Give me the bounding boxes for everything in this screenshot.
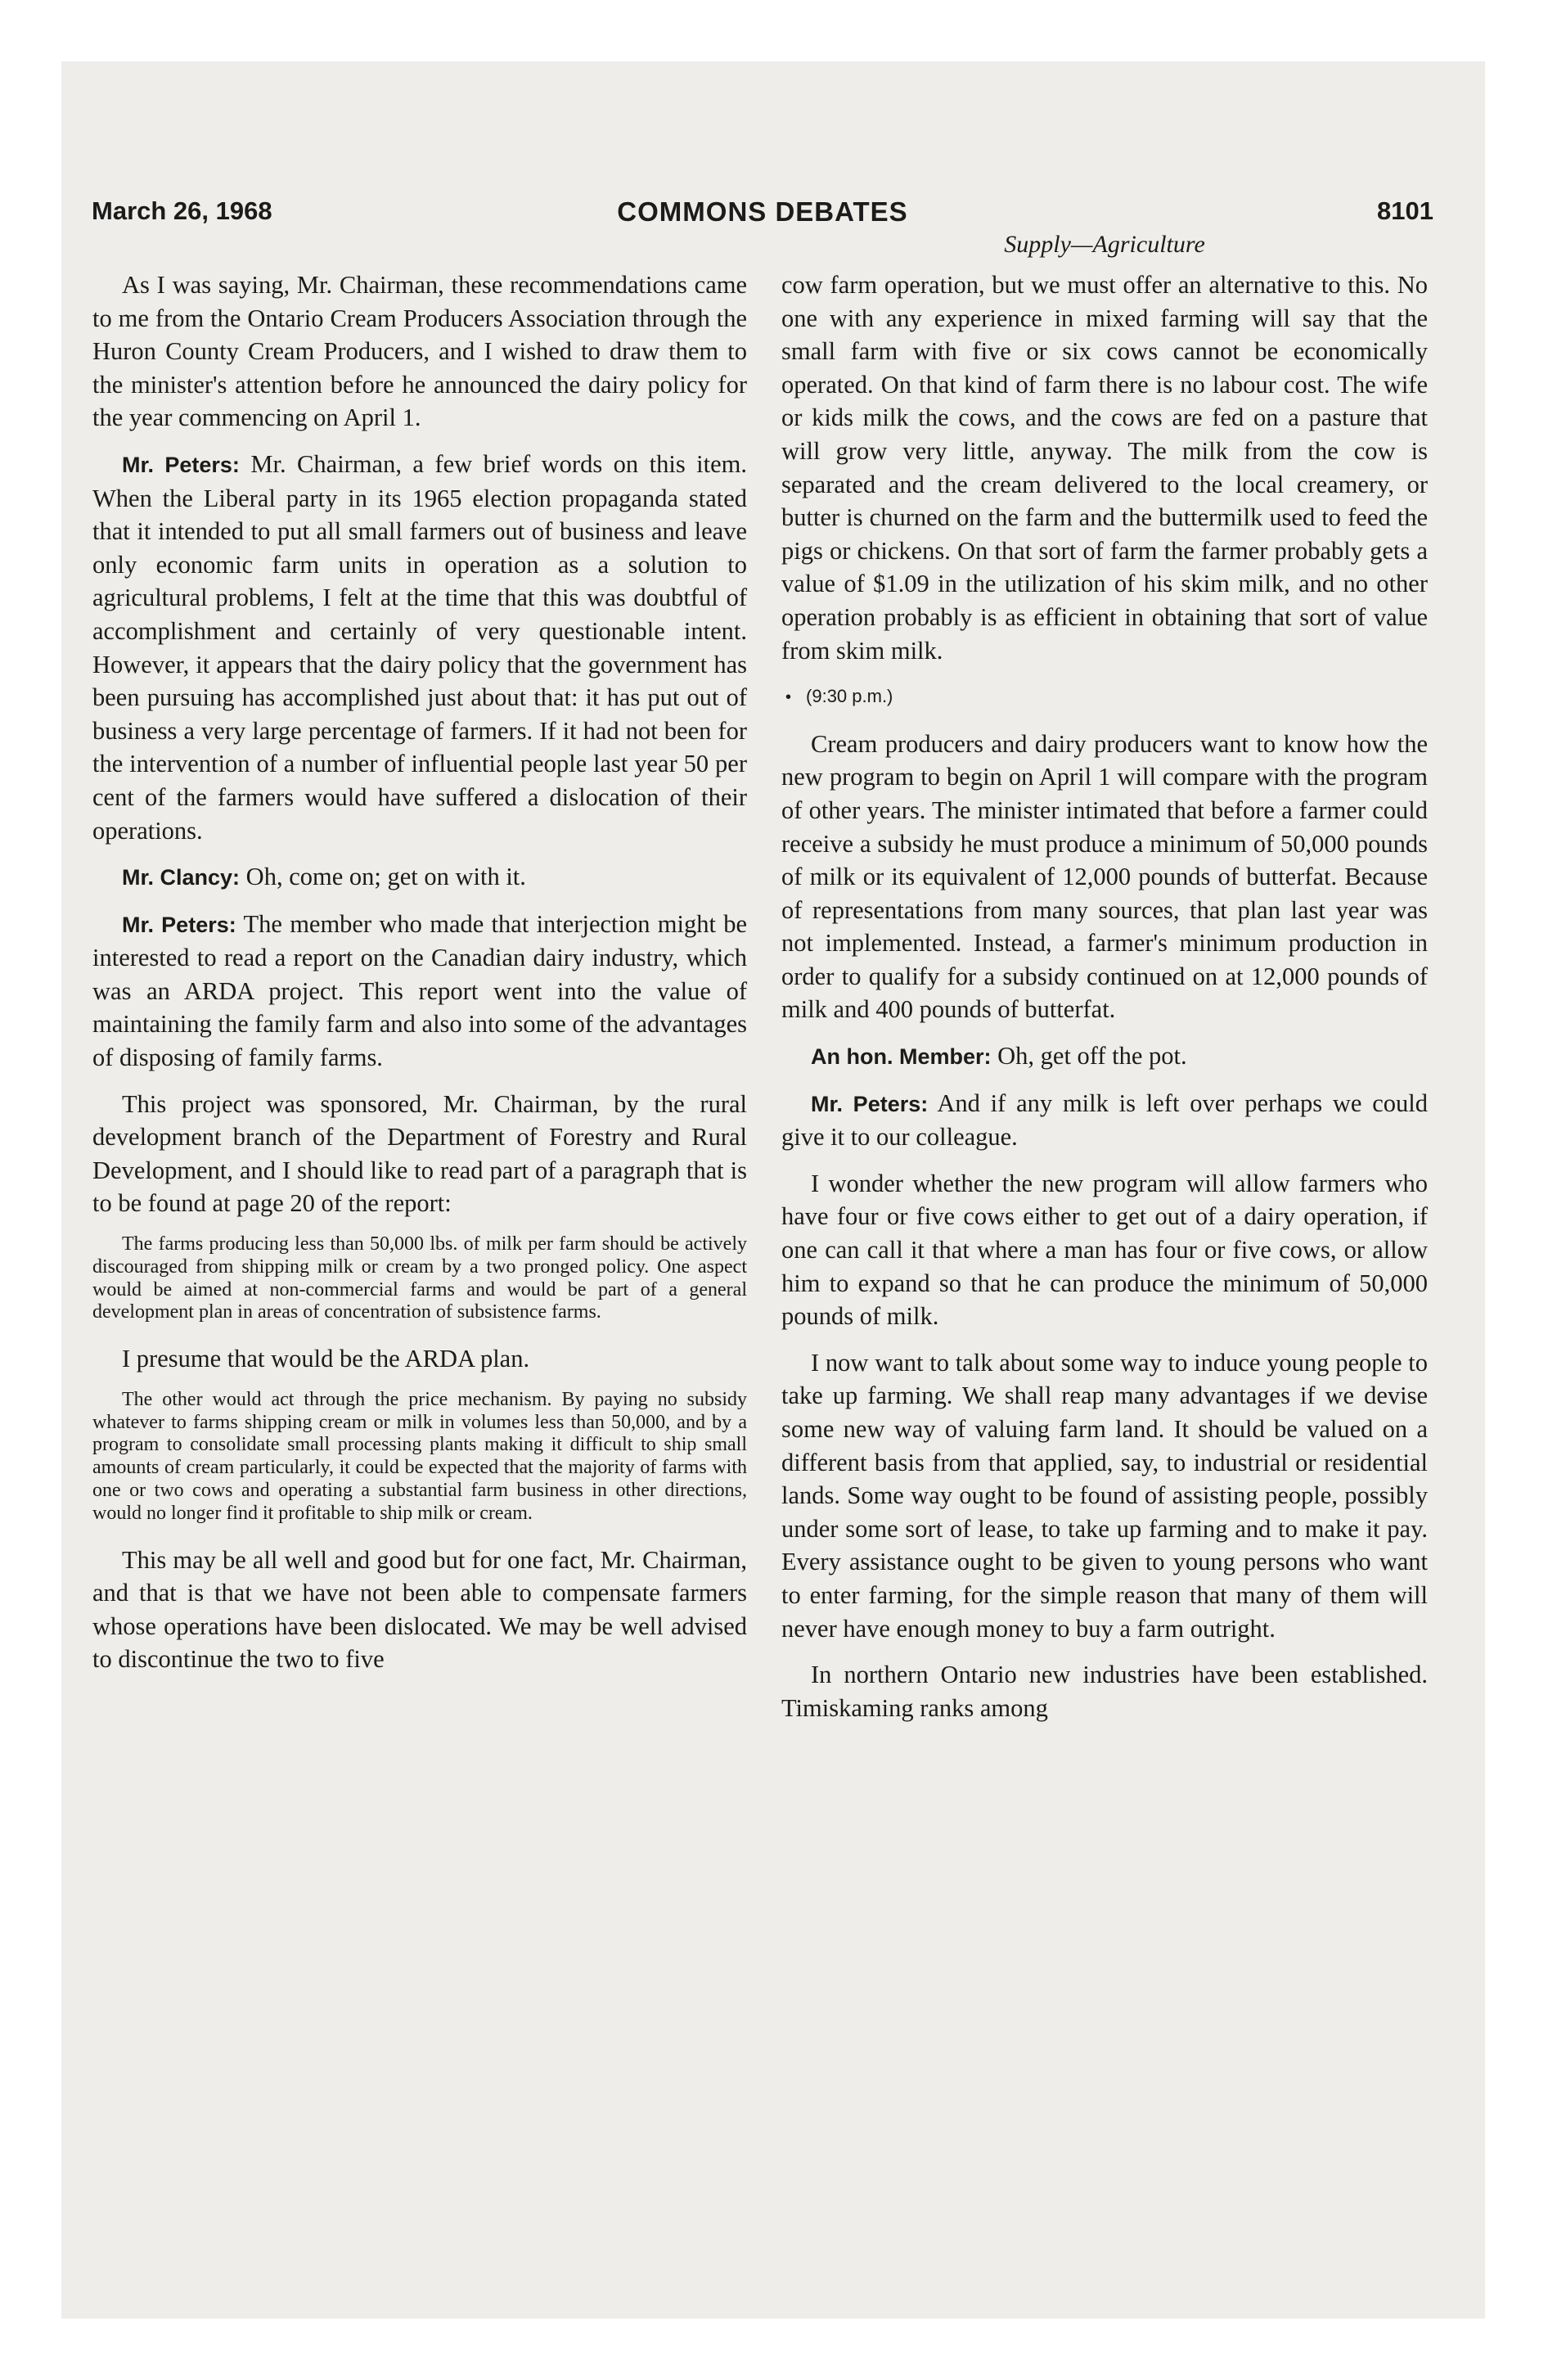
left-column [92,268,747,1689]
paragraph: I wonder whether the new program will allow farmers who have four or five cows either to get out of a dairy operation, if one can call it that where a man has four or five cows, or allow him to expand so that he can produce the minimum of 50,000 pounds of milk. [781,1169,1428,1331]
speaker-name: Mr. Clancy: [122,865,241,890]
block-quote: The other would act through the price mechanism. By paying no subsidy whatever to farms shipping cream or milk in volumes less than 50,000, and by a program to consolidate small processing plants making it difficult to ship small amounts of cream particularly, it could be expected that the majority of farms with one or two cows and operating a substantial farm business in other directions, would no longer find it profitable to ship milk or cream. [92,1388,747,1524]
paragraph: I now want to talk about some way to induce young people to take up farming. We shall reap many advantages if we devise some new way of valuing farm land. It should be valued on a different basis from that applied, say, to industrial or residential lands. Some way ought to be found of assisting people, possibly under some sort of lease, to take up farming and to make it pay. Every assistance ought to be given to young persons who want to enter farming, for the simple reason that many of them will never have enough money to buy a farm outright. [781,1348,1428,1643]
speaker-name: Mr. Peters: [811,1091,929,1116]
speech-text: Oh, get off the pot. [997,1042,1187,1071]
header-page-number: 8101 [1377,196,1433,225]
speaker-name: Mr. Peters: [122,452,240,477]
paragraph: This project was sponsored, Mr. Chairman, by the rural development branch of the Department of Forestry and Rural Development, and I should like to read part of a paragraph that is to be found at page 20 of the report: [92,1089,747,1218]
speech-text: And if any milk is left over perhaps we could give it to our colleague. [781,1089,1428,1152]
section-heading: Supply—Agriculture [1004,231,1205,258]
speech-text: Oh, come on; get on with it. [245,863,526,891]
bullet-icon: • [785,688,792,707]
speech [781,1087,1428,1154]
speech [781,1039,1428,1074]
speaker-name: Mr. Peters: [122,912,236,937]
time-text: (9:30 p.m.) [806,686,893,707]
paragraph: Cream producers and dairy producers want to know how the new program to begin on April 1 will compare with the program of other years. The minister intimated that before a farmer could receive a subsidy he must produce a minimum of 50,000 pounds of milk or its equivalent of 12,000 pounds of butterfat. Because of representations from many sources, that plan last year was not implemented. Instead, a farmer's minimum production in order to qualify for a subsidy continued on at 12,000 pounds of milk and 400 pounds of butterfat. [781,729,1428,1024]
block-quote: The farms producing less than 50,000 lbs. of milk per farm should be actively discouraged from shipping milk or cream by a two pronged policy. One aspect would be aimed at non-commercial farms and would be part of a general development plan in areas of concentration of subsistence farms. [92,1233,747,1323]
speaker-name: An hon. Member: [811,1044,992,1070]
speech-text: The member who made that interjection might be interested to read a report on the Canadian dairy industry, which was an ARDA project. This report went into the value of maintaining the family farm and also into some of the advantages of disposing of family farms. [92,909,748,1072]
time-marker [785,680,1428,714]
speech [92,448,747,847]
header-date: March 26, 1968 [92,196,272,225]
paragraph: In northern Ontario new industries have been established. Timiskaming ranks among [781,1661,1428,1722]
speech [92,860,747,895]
paragraph: As I was saying, Mr. Chairman, these recommendations came to me from the Ontario Cream Producers Association through the Huron County Cream Producers, and I wished to draw them to the minister's attention before he announced the dairy policy for the year commencing on April 1. [92,271,747,432]
paragraph: This may be all well and good but for one fact, Mr. Chairman, and that is that we have not been able to compensate farmers whose operations have been dislocated. We may be well advised to discontinue the two to five [92,1545,747,1674]
speech-text: Mr. Chairman, a few brief words on this item. When the Liberal party in its 1965 election propaganda stated that it intended to put all small farmers out of business and leave only economic farm units in operation as a solution to agricultural problems, I felt at the time that this was doubtful of accomplishment and certainly of very questionable intent. However, it appears that the dairy policy that the government has been pursuing has accomplished just about that: it has put out of business a very large percentage of farmers. If it had not been for the intervention of a number of influential people last year 50 per cent of the farmers would have suffered a dislocation of their operations. [92,449,748,845]
speech [92,908,747,1075]
right-column [781,268,1428,1738]
header-publication: COMMONS DEBATES [617,196,908,227]
paragraph: cow farm operation, but we must offer an alternative to this. No one with any experience in mixed farming will say that the small farm with five or six cows cannot be economically operated. On that kind of farm there is no labour cost. The wife or kids milk the cows, and the cows are fed on a pasture that will grow very little, anyway. The milk from the cow is separated and the cream delivered to the local creamery, or butter is churned on the farm and the buttermilk used to feed the pigs or chickens. On that sort of farm the farmer probably gets a value of $1.09 in the utilization of his skim milk, and no other operation probably is as efficient in obtaining that sort of value from skim milk. [781,271,1428,665]
paragraph: I presume that would be the ARDA plan. [122,1345,530,1373]
